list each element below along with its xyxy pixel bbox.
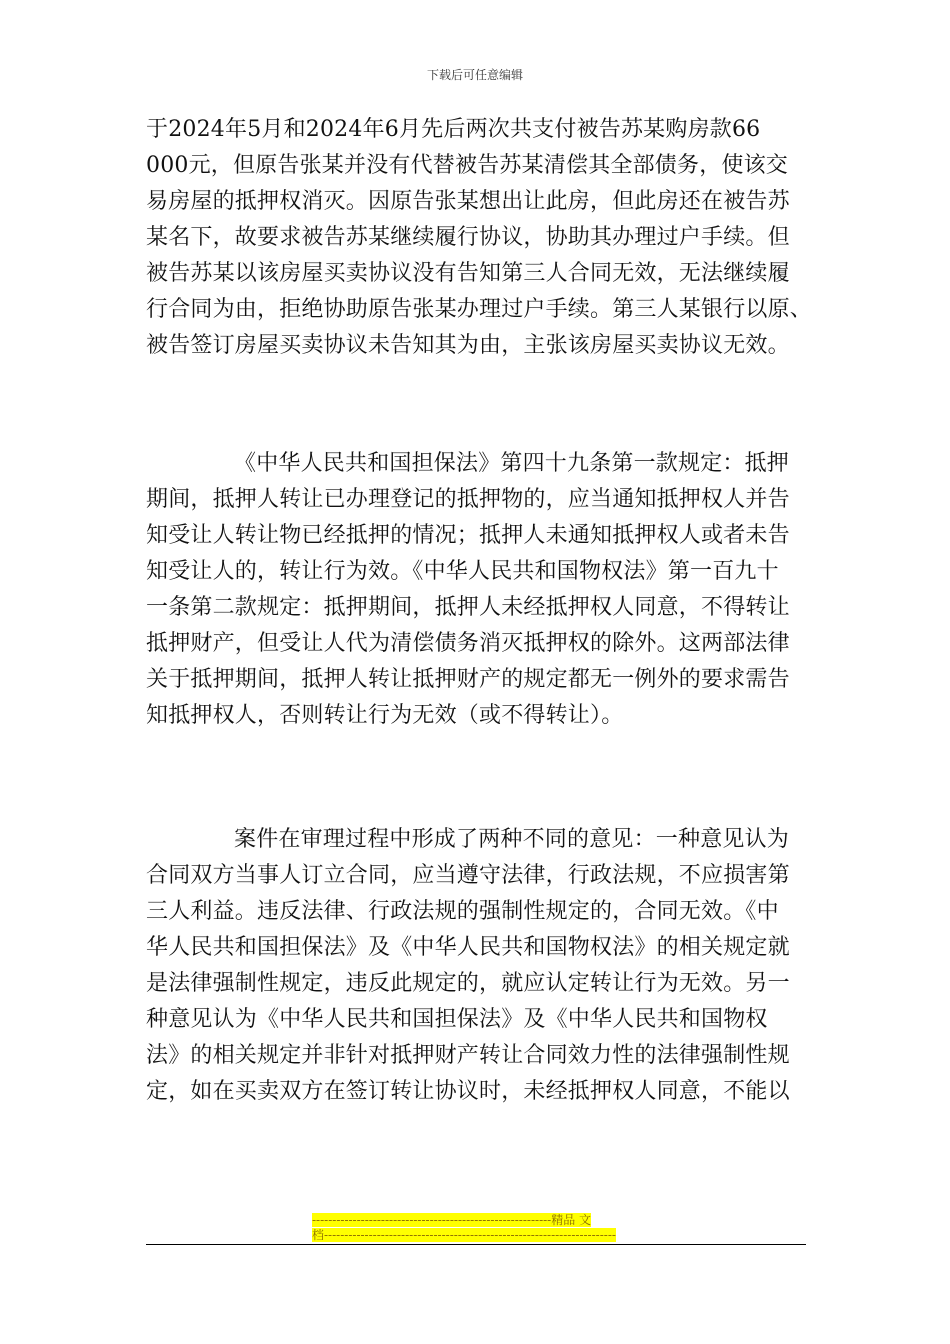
text-line: 华人民共和国担保法》及《中华人民共和国物权法》的相关规定就 bbox=[146, 935, 790, 960]
text-line: 期间，抵押人转让已办理登记的抵押物的，应当通知抵押权人并告 bbox=[146, 487, 790, 512]
text-line: 合同双方当事人订立合同，应当遵守法律，行政法规，不应损害第 bbox=[146, 863, 790, 888]
footer-divider bbox=[146, 1244, 806, 1245]
text-line: 法》的相关规定并非针对抵押财产转让合同效力性的法律强制性规 bbox=[146, 1043, 790, 1068]
text-line: 是法律强制性规定，违反此规定的，就应认定转让行为无效。另一 bbox=[146, 971, 790, 996]
text-line: 关于抵押期间，抵押人转让抵押财产的规定都无一例外的要求需告 bbox=[146, 667, 790, 692]
text-line: 种意见认为《中华人民共和国担保法》及《中华人民共和国物权 bbox=[146, 1007, 768, 1032]
text-line: 被告苏某以该房屋买卖协议没有告知第三人合同无效，无法继续履 bbox=[146, 261, 790, 286]
text-line: 知抵押权人，否则转让行为无效（或不得转让）。 bbox=[146, 703, 624, 728]
text-line: 定，如在买卖双方在签订转让协议时，未经抵押权人同意，不能以 bbox=[146, 1079, 790, 1104]
footer-watermark-text: 档------------------------------------------------------------------------ bbox=[312, 1228, 616, 1242]
text-line: 三人利益。违反法律、行政法规的强制性规定的，合同无效。《中 bbox=[146, 899, 779, 924]
footer-watermark-line-2 bbox=[312, 1227, 650, 1243]
footer-watermark-line-1 bbox=[312, 1212, 650, 1228]
paragraph-3 bbox=[146, 822, 796, 1110]
text-line: 知受让人转让物已经抵押的情况；抵押人未通知抵押权人或者未告 bbox=[146, 523, 790, 548]
text-line: 抵押财产，但受让人代为清偿债务消灭抵押权的除外。这两部法律 bbox=[146, 631, 790, 656]
text-line: 易房屋的抵押权消灭。因原告张某想出让此房，但此房还在被告苏 bbox=[146, 189, 790, 214]
page-header: 下载后可任意编辑 bbox=[426, 68, 523, 82]
text-line: 于2024年5月和2024年6月先后两次共支付被告苏某购房款66 bbox=[146, 117, 761, 142]
paragraph-1 bbox=[146, 112, 813, 364]
text-line: 行合同为由，拒绝协助原告张某办理过户手续。第三人某银行以原、 bbox=[146, 297, 813, 322]
footer-watermark-text: -----------------------------------------------------------精品 文 bbox=[312, 1213, 592, 1227]
text-line: 某名下，故要求被告苏某继续履行协议，协助其办理过户手续。但 bbox=[146, 225, 790, 250]
text-line: 000元，但原告张某并没有代替被告苏某清偿其全部债务，使该交 bbox=[146, 153, 788, 178]
text-line: 一条第二款规定：抵押期间，抵押人未经抵押权人同意，不得转让 bbox=[146, 595, 790, 620]
paragraph-2 bbox=[146, 446, 796, 734]
text-line: 被告签订房屋买卖协议未告知其为由，主张该房屋买卖协议无效。 bbox=[146, 333, 790, 358]
text-line: 知受让人的，转让行为效。《中华人民共和国物权法》第一百九十 bbox=[146, 559, 779, 584]
text-line: 案件在审理过程中形成了两种不同的意见：一种意见认为 bbox=[234, 827, 790, 852]
text-line: 《中华人民共和国担保法》第四十九条第一款规定：抵押 bbox=[234, 451, 790, 476]
